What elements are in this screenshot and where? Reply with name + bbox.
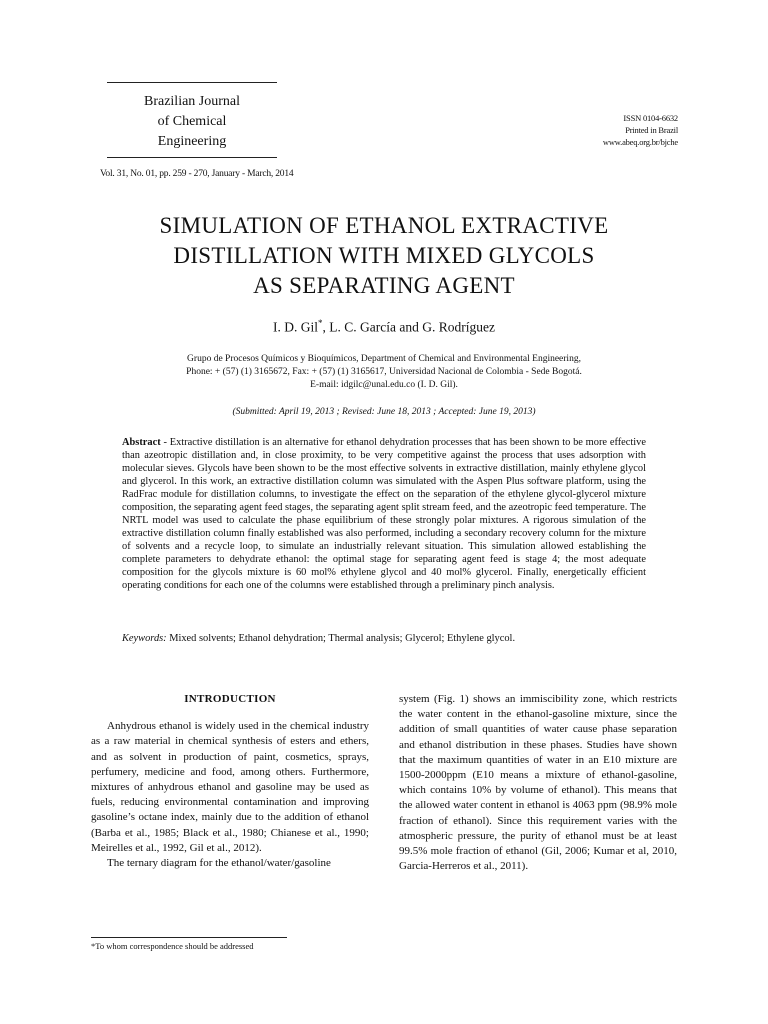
abstract: [122, 436, 646, 592]
submission-dates: (Submitted: April 19, 2013 ; Revised: June 18, 2013 ; Accepted: June 19, 2013): [232, 407, 536, 417]
affiliation-line: Phone: + (57) (1) 3165672, Fax: + (57) (1) 3165617, Universidad Nacional de Colombia - Sede Bogotá.: [186, 367, 582, 377]
right-column: [399, 692, 677, 874]
abstract-text: - Extractive distillation is an alternative for ethanol dehydration processes that has been shown to be more effective than azeotropic distillation and, in close proximity, to be very competitive against the process that uses adsorption with molecular sieves. Glycols have been shown to be the most effective solvents in extractive distillation, mainly ethylene glycol and glycerol. In this work, an extractive distillation column was simulated with the Aspen Plus software platform, using the RadFrac module for distillation columns, to investigate the effect on the separation of the ethylene glycol-glycerol mixture composition, the separating agent feed stages, the separating agent split stream feed, and the azeotropic feed temperature. The NRTL model was used to calculate the phase equilibrium of these strongly polar mixtures. A rigorous simulation of the extractive distillation column finally established was also performed, including a secondary recovery column for the mixture of solvents and a recycle loop, to simulate an industrially relevant situation. This simulation allowed establishing the complete parameters to dehydrate ethanol: the optimal stage for separating agent feed is stage 4; the most adequate composition for the glycols mixture is 60 mol% ethylene glycol and 40 mol% glycerol. Finally, energetically efficient operating conditions for each one of the columns were established through a preliminary pinch analysis.: [122, 437, 646, 591]
keywords-text: Mixed solvents; Ethanol dehydration; Thermal analysis; Glycerol; Ethylene glycol.: [166, 633, 516, 644]
title-line: SIMULATION OF ETHANOL EXTRACTIVE: [159, 213, 609, 238]
title-line: DISTILLATION WITH MIXED GLYCOLS: [173, 243, 595, 268]
affiliation-email: E-mail: idgilc@unal.edu.co (I. D. Gil).: [310, 380, 458, 390]
footnote: *To whom correspondence should be addressed: [91, 941, 254, 951]
issn-block: [478, 112, 678, 148]
left-column: [91, 692, 369, 871]
printed-in: Printed in Brazil: [625, 125, 678, 135]
journal-name: [107, 92, 277, 152]
journal-name-line: Brazilian Journal: [143, 94, 241, 109]
affiliation: [100, 353, 668, 392]
journal-name-line: of Chemical: [157, 114, 227, 129]
keywords-label: Keywords:: [122, 633, 167, 644]
correspondence-mark: *: [318, 318, 323, 328]
section-heading: INTRODUCTION: [184, 693, 276, 705]
keywords: [122, 632, 646, 645]
author-list: [80, 318, 688, 336]
journal-name-line: Engineering: [157, 134, 227, 149]
abstract-label: Abstract: [122, 437, 161, 448]
journal-top-rule: [107, 82, 277, 83]
affiliation-line: Grupo de Procesos Químicos y Bioquímicos, Department of Chemical and Environmental Engineering,: [187, 354, 581, 364]
paper-title: [80, 211, 688, 301]
first-author: I. D. Gil: [273, 319, 319, 335]
paragraph: The ternary diagram for the ethanol/water/gasoline: [107, 857, 331, 870]
footnote-rule: [91, 937, 287, 938]
issn-number: ISSN 0104-6632: [623, 113, 678, 123]
paragraph: system (Fig. 1) shows an immiscibility zone, which restricts the water content in the ethanol-gasoline mixture, since the addition of small quantities of water cause phase separation and ethanol distribution in these phases. Studies have shown that the maximum quantities of water in an E10 mixture are 1500-2000ppm (E10 means a mixture of ethanol-gasoline, which contains 10% by volume of ethanol). This means that the allowed water content in ethanol is 4063 ppm (98.9% mole fraction of ethanol). Since this requirement varies with the atmospheric pressure, the purity of ethanol must be at least 99.5% mole fraction of ethanol (Gil, 2006; Kumar et al, 2010, Garcia-Herreros et al., 2011).: [399, 693, 677, 873]
paragraph: Anhydrous ethanol is widely used in the chemical industry as a raw material in chemical synthesis of esters and ethers, and as solvent in production of paint, cosmetics, sprays, perfumery, medicine and food, among others. Furthermore, mixtures of anhydrous ethanol and gasoline may be used as fuels, reducing environmental contamination and improving gasoline’s octane index, mainly due to the addition of ethanol (Barba et al., 1985; Black et al., 1980; Chianese et al., 1990; Meirelles et al., 1992, Gil et al., 2012).: [91, 720, 369, 854]
volume-info: Vol. 31, No. 01, pp. 259 - 270, January - March, 2014: [100, 169, 294, 179]
other-authors: , L. C. García and G. Rodríguez: [322, 319, 495, 335]
title-line: AS SEPARATING AGENT: [253, 273, 515, 298]
journal-url[interactable]: www.abeq.org.br/bjche: [602, 137, 678, 147]
journal-bottom-rule: [107, 157, 277, 158]
